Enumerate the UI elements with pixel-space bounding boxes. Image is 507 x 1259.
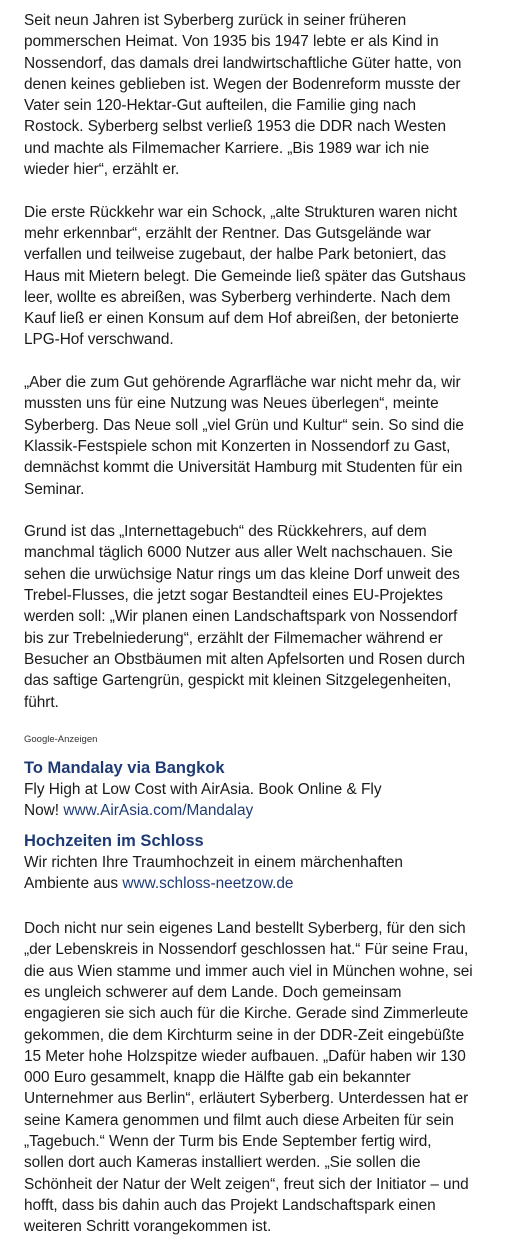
article-paragraph-5: Doch nicht nur sein eigenes Land bestellt Syberberg, für den sich „der Lebenskreis in Nossendorf geschlossen hat.“ Für seine Frau, die aus Wien stamme und immer auch viel in München wohne, sei es ungleich schwerer auf dem Lande. Doch gemeinsam engagieren sie sich auch für die Kirche. Gerade sind Zimmerleute gekommen, die dem Kirchturm seine in der DDR-Zeit eingebüßte 15 Meter hohe Holzspitze wieder aufbauen. „Dafür haben wir 130 000 Euro gesammelt, knapp die Hälfte gab ein bekannter Unternehmer aus Berlin“, erläutert Syberberg. Unterdessen hat er seine Kamera genommen und filmt auch diese Arbeiten für sein „Tagebuch.“ Wenn der Turm bis Ende September fertig wird, sollen dort auch Kameras installiert werden. „Sie sollen die Schönheit der Natur der Welt zeigen“, freut sich der Initiator – und hofft, dass bis dahin auch das Projekt Landschaftspark einen weiteren Schritt vorangekommen ist.	[24, 920, 473, 1236]
ad-description-text: Fly High at Low Cost with AirAsia. Book Online & Fly Now!	[24, 781, 382, 820]
ad-item	[24, 831, 502, 894]
article-body	[24, 10, 502, 1259]
ad-title-link[interactable]: To Mandalay via Bangkok	[24, 759, 225, 778]
ad-description	[24, 852, 502, 894]
ad-description	[24, 779, 502, 821]
ad-description-text: Wir richten Ihre Traumhochzeit in einem märchenhaften Ambiente aus	[24, 854, 403, 893]
article-paragraph-2: Die erste Rückkehr war ein Schock, „alte Strukturen waren nicht mehr erkennbar“, erzählt der Rentner. Das Gutsgelände war verfallen und teilweise zugebaut, der halbe Park betoniert, das Haus mit Mietern belegt. Die Gemeinde ließ später das Gutshaus leer, wollte es abreißen, was Syberberg verhinderte. Nach dem Kauf ließ er einen Konsum auf dem Hof abreißen, der betonierte LPG-Hof verschwand.	[24, 203, 466, 349]
article-paragraph-3: „Aber die zum Gut gehörende Agrarfläche war nicht mehr da, wir mussten uns für eine Nutzung was Neues überlegen“, meinte Syberberg. Das Neue soll „viel Grün und Kultur“ sein. So sind die Klassik-Festspiele schon mit Konzerten in Nossendorf zu Gast, demnächst kommt die Universität Hamburg mit Studenten für ein Seminar.	[24, 374, 464, 498]
ads-label: Google-Anzeigen	[24, 734, 98, 746]
article-paragraph-4: Grund ist das „Internettagebuch“ des Rückkehrers, auf dem manchmal täglich 6000 Nutzer aus aller Welt nachschauen. Sie sehen die urwüchsige Natur rings um das kleine Dorf unweit des Trebel-Flusses, die jetzt sogar Bestandteil eines EU-Projektes werden soll: „Wir planen einen Landschaftspark von Nossendorf bis zur Trebelniederung“, erzählt der Filmemacher während er Besucher an Obstbäumen mit alten Apfelsorten und Rosen durch das saftige Gartengrün, gespickt mit kleinen Sitzgelegenheiten, führt.	[24, 523, 466, 711]
article-paragraph-1: Seit neun Jahren ist Syberberg zurück in seiner früheren pommerschen Heimat. Von 1935 bis 1947 lebte er als Kind in Nossendorf, das damals drei landwirtschaftliche Güter hatte, von denen keines geblieben ist. Wegen der Bodenreform musste der Vater sein 120-Hektar-Gut aufteilen, die Familie ging nach Rostock. Syberberg selbst verließ 1953 die DDR nach Westen und machte als Filmemacher Karriere. „Bis 1989 war ich nie wieder hier“, erzählt er.	[24, 12, 462, 179]
ad-url-link[interactable]: www.schloss-neetzow.de	[122, 875, 294, 893]
ad-url-link[interactable]: www.AirAsia.com/Mandalay	[63, 802, 254, 820]
ad-item	[24, 758, 502, 821]
ad-title-link[interactable]: Hochzeiten im Schloss	[24, 832, 204, 851]
google-ads-block	[24, 734, 502, 894]
